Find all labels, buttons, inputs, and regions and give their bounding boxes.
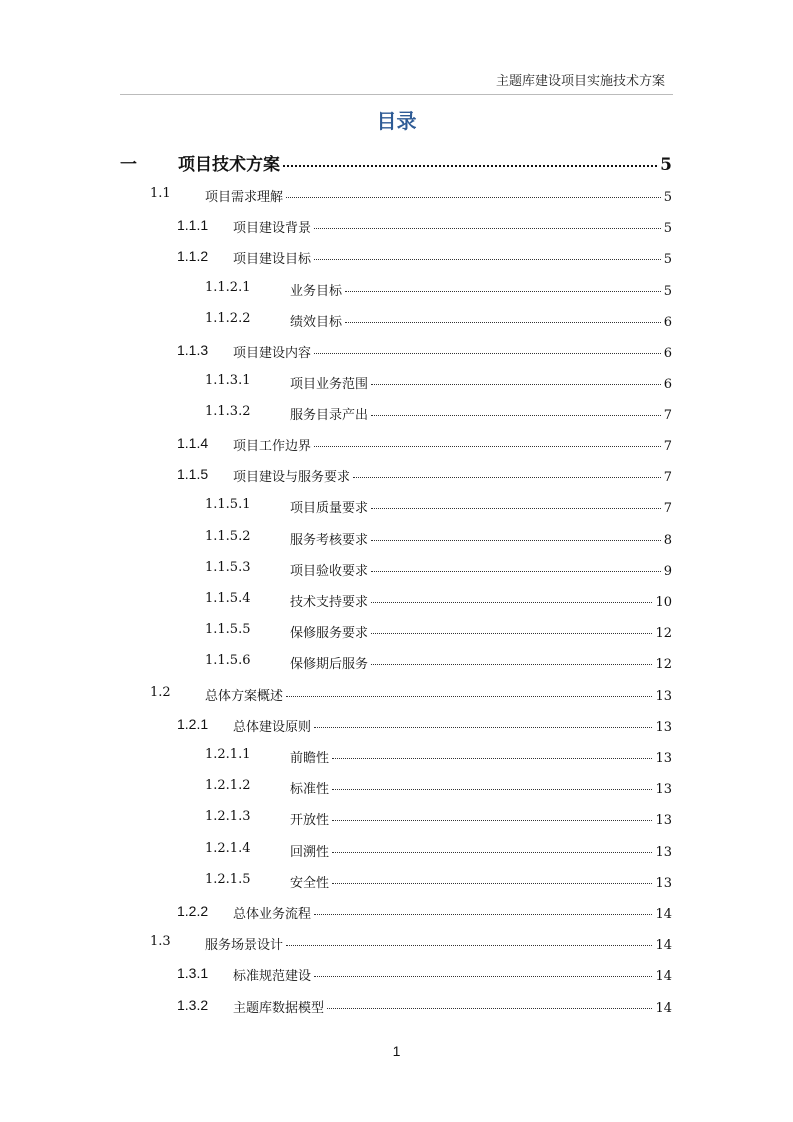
toc-entry-page: 14 xyxy=(655,1001,672,1016)
toc-entry-number: 1.3 xyxy=(150,934,171,949)
toc-entry[interactable] xyxy=(0,373,793,395)
toc-entry-label: 保修期后服务 xyxy=(290,657,369,672)
toc-entry-body xyxy=(290,872,672,891)
toc-entry-page: 10 xyxy=(655,595,672,610)
toc-entry-body xyxy=(205,186,672,205)
toc-entry-page: 7 xyxy=(663,470,672,485)
toc-entry-label: 业务目标 xyxy=(290,284,343,299)
toc-entry-number: 1.2.1.3 xyxy=(205,809,251,824)
toc-entry-label: 标准性 xyxy=(290,782,330,797)
toc-entry[interactable] xyxy=(0,342,793,364)
toc-dot-leader xyxy=(371,664,652,665)
toc-dot-leader xyxy=(371,415,661,416)
toc-entry-page: 13 xyxy=(655,751,672,766)
toc-entry[interactable] xyxy=(0,248,793,270)
toc-dot-leader xyxy=(314,353,661,354)
toc-dot-leader xyxy=(371,633,652,634)
toc-entry-page: 5 xyxy=(663,190,672,205)
toc-dot-leader xyxy=(345,322,661,323)
toc-entry-number: 1.1.2.2 xyxy=(205,311,251,326)
toc-entry-label: 开放性 xyxy=(290,813,330,828)
toc-entry-body xyxy=(290,809,672,828)
toc-entry-page: 7 xyxy=(663,501,672,516)
toc-entry-number: 1.1.4 xyxy=(177,435,209,451)
toc-entry-label: 项目技术方案 xyxy=(178,155,280,175)
toc-entry-page: 12 xyxy=(655,657,672,672)
toc-entry-page: 7 xyxy=(663,408,672,423)
toc-entry-number: 1.1.1 xyxy=(177,217,209,233)
toc-dot-leader xyxy=(371,508,661,509)
toc-entry[interactable] xyxy=(0,150,793,175)
toc-entry-page: 5 xyxy=(663,284,672,299)
toc-entry-label: 项目验收要求 xyxy=(290,564,369,579)
toc-entry-label: 总体方案概述 xyxy=(205,689,284,704)
toc-entry[interactable] xyxy=(0,466,793,488)
toc-entry-number: 1.1.3 xyxy=(177,342,209,358)
toc-dot-leader xyxy=(314,914,652,915)
toc-dot-leader xyxy=(371,384,661,385)
toc-entry-page: 13 xyxy=(655,813,672,828)
toc-entry-number: 一 xyxy=(120,155,137,175)
toc-dot-leader xyxy=(371,540,661,541)
toc-entry[interactable] xyxy=(0,622,793,644)
toc-entry-page: 6 xyxy=(663,377,672,392)
toc-entry-page: 12 xyxy=(655,626,672,641)
toc-dot-leader xyxy=(314,446,661,447)
toc-entry-number: 1.1.3.1 xyxy=(205,373,251,388)
toc-entry-number: 1.1.5.3 xyxy=(205,560,251,575)
toc-entry-body xyxy=(233,997,672,1016)
toc-entry-body xyxy=(290,311,672,330)
toc-entry-number: 1.1.5 xyxy=(177,466,209,482)
toc-entry-label: 服务场景设计 xyxy=(205,938,284,953)
toc-entry[interactable] xyxy=(0,653,793,675)
toc-entry-page: 7 xyxy=(663,439,672,454)
toc-entry-page: 14 xyxy=(655,969,672,984)
toc-entry[interactable] xyxy=(0,716,793,738)
toc-entry-body xyxy=(233,248,672,267)
toc-entry-body xyxy=(233,342,672,361)
toc-entry-label: 主题库数据模型 xyxy=(233,1001,325,1016)
toc-entry-number: 1.1.5.2 xyxy=(205,529,251,544)
toc-entry-label: 服务目录产出 xyxy=(290,408,369,423)
toc-entry-body xyxy=(233,903,672,922)
toc-entry-label: 保修服务要求 xyxy=(290,626,369,641)
toc-entry-body xyxy=(233,435,672,454)
toc-entry-number: 1.1.5.4 xyxy=(205,591,251,606)
toc-entry-body xyxy=(290,529,672,548)
toc-entry-body xyxy=(290,280,672,299)
toc-dot-leader xyxy=(332,758,652,759)
toc-entry[interactable] xyxy=(0,560,793,582)
toc-entry-label: 技术支持要求 xyxy=(290,595,369,610)
toc-dot-leader xyxy=(314,976,652,977)
toc-entry-label: 项目需求理解 xyxy=(205,190,284,205)
toc-entry-label: 项目质量要求 xyxy=(290,501,369,516)
toc-entry[interactable] xyxy=(0,778,793,800)
toc-entry[interactable] xyxy=(0,965,793,987)
toc-dot-leader xyxy=(286,945,652,946)
toc-entry-page: 14 xyxy=(655,907,672,922)
toc-entry-body xyxy=(290,591,672,610)
toc-entry-number: 1.1.2.1 xyxy=(205,280,251,295)
page-number: 1 xyxy=(392,1043,401,1059)
toc-entry-label: 回溯性 xyxy=(290,845,330,860)
toc-entry[interactable] xyxy=(0,591,793,613)
toc-dot-leader xyxy=(371,602,652,603)
toc-entry-body xyxy=(205,934,672,953)
toc-dot-leader xyxy=(332,820,652,821)
toc-dot-leader xyxy=(286,696,652,697)
toc-entry-page: 8 xyxy=(663,533,672,548)
toc-entry[interactable] xyxy=(0,497,793,519)
toc-dot-leader xyxy=(353,477,661,478)
toc-title: 目录 xyxy=(376,109,417,133)
toc-entry-number: 1.2.1.4 xyxy=(205,841,251,856)
toc-entry-body xyxy=(205,685,672,704)
toc-entry-page: 13 xyxy=(655,845,672,860)
toc-entry-page: 9 xyxy=(663,564,672,579)
toc-entry-page: 5 xyxy=(663,221,672,236)
toc-entry-body xyxy=(290,622,672,641)
toc-entry-page: 5 xyxy=(660,155,672,175)
toc-entry-label: 前瞻性 xyxy=(290,751,330,766)
toc-entry-page: 13 xyxy=(655,720,672,735)
toc-entry-label: 服务考核要求 xyxy=(290,533,369,548)
toc-dot-leader xyxy=(332,789,652,790)
toc-entry-page: 13 xyxy=(655,876,672,891)
toc-entry-label: 项目建设与服务要求 xyxy=(233,470,351,485)
toc-entry-body xyxy=(233,217,672,236)
toc-entry-body xyxy=(233,466,672,485)
toc-entry-page: 6 xyxy=(663,346,672,361)
toc-dot-leader xyxy=(283,165,657,167)
toc-entry-label: 绩效目标 xyxy=(290,315,343,330)
toc-entry[interactable] xyxy=(0,903,793,925)
toc-entry-number: 1.2.1.1 xyxy=(205,747,251,762)
toc-dot-leader xyxy=(314,228,661,229)
toc-entry-number: 1.3.2 xyxy=(177,997,209,1013)
toc-entry[interactable] xyxy=(0,934,793,956)
toc-entry-number: 1.2.2 xyxy=(177,903,209,919)
toc-entry-body xyxy=(290,653,672,672)
toc-entry[interactable] xyxy=(0,809,793,831)
toc-entry[interactable] xyxy=(0,404,793,426)
toc-entry-number: 1.2.1.2 xyxy=(205,778,251,793)
toc-dot-leader xyxy=(332,852,652,853)
toc-entry-label: 安全性 xyxy=(290,876,330,891)
toc-entry-label: 项目工作边界 xyxy=(233,439,312,454)
toc-dot-leader xyxy=(371,571,661,572)
toc-entry-number: 1.1.3.2 xyxy=(205,404,251,419)
toc-entry-body xyxy=(290,497,672,516)
toc-dot-leader xyxy=(332,883,652,884)
toc-entry-label: 项目建设背景 xyxy=(233,221,312,236)
toc-entry[interactable] xyxy=(0,435,793,457)
toc-entry-body xyxy=(233,965,672,984)
toc-entry[interactable] xyxy=(0,841,793,863)
toc-entry[interactable] xyxy=(0,747,793,769)
toc-entry-body xyxy=(290,404,672,423)
toc-entry[interactable] xyxy=(0,280,793,302)
toc-entry-body xyxy=(290,560,672,579)
toc-entry-number: 1.1 xyxy=(150,186,171,201)
header-rule xyxy=(120,94,673,95)
toc-entry[interactable] xyxy=(0,217,793,239)
toc-entry-body xyxy=(290,841,672,860)
running-header: 主题库建设项目实施技术方案 xyxy=(495,74,665,89)
toc-entry-page: 13 xyxy=(655,782,672,797)
toc-entry-number: 1.2.1.5 xyxy=(205,872,251,887)
toc-entry-page: 6 xyxy=(663,315,672,330)
toc-dot-leader xyxy=(314,259,661,260)
toc-entry-label: 总体业务流程 xyxy=(233,907,312,922)
toc-entry[interactable] xyxy=(0,997,793,1019)
toc-entry-number: 1.2 xyxy=(150,685,171,700)
toc-dot-leader xyxy=(345,291,661,292)
toc-entry[interactable] xyxy=(0,311,793,333)
toc-entry-number: 1.2.1 xyxy=(177,716,209,732)
toc-entry-body xyxy=(233,716,672,735)
toc-entry-label: 项目业务范围 xyxy=(290,377,369,392)
toc-entry[interactable] xyxy=(0,685,793,707)
toc-entry-number: 1.1.5.1 xyxy=(205,497,251,512)
toc-dot-leader xyxy=(327,1008,652,1009)
toc-entry-number: 1.1.5.5 xyxy=(205,622,251,637)
toc-entry-page: 5 xyxy=(663,252,672,267)
toc-entry[interactable] xyxy=(0,186,793,208)
toc-dot-leader xyxy=(286,197,661,198)
toc-entry-body xyxy=(290,373,672,392)
toc-entry-label: 项目建设内容 xyxy=(233,346,312,361)
toc-entry-label: 项目建设目标 xyxy=(233,252,312,267)
toc-entry-number: 1.3.1 xyxy=(177,965,209,981)
toc-entry-body xyxy=(178,150,672,175)
toc-entry-page: 14 xyxy=(655,938,672,953)
toc-entry-number: 1.1.2 xyxy=(177,248,209,264)
toc-entry-page: 13 xyxy=(655,689,672,704)
toc-entry-body xyxy=(290,747,672,766)
toc-entry-label: 标准规范建设 xyxy=(233,969,312,984)
toc-dot-leader xyxy=(314,727,652,728)
toc-entry-body xyxy=(290,778,672,797)
toc-entry-number: 1.1.5.6 xyxy=(205,653,251,668)
toc-entry-label: 总体建设原则 xyxy=(233,720,312,735)
toc-entry[interactable] xyxy=(0,529,793,551)
toc-entry[interactable] xyxy=(0,872,793,894)
